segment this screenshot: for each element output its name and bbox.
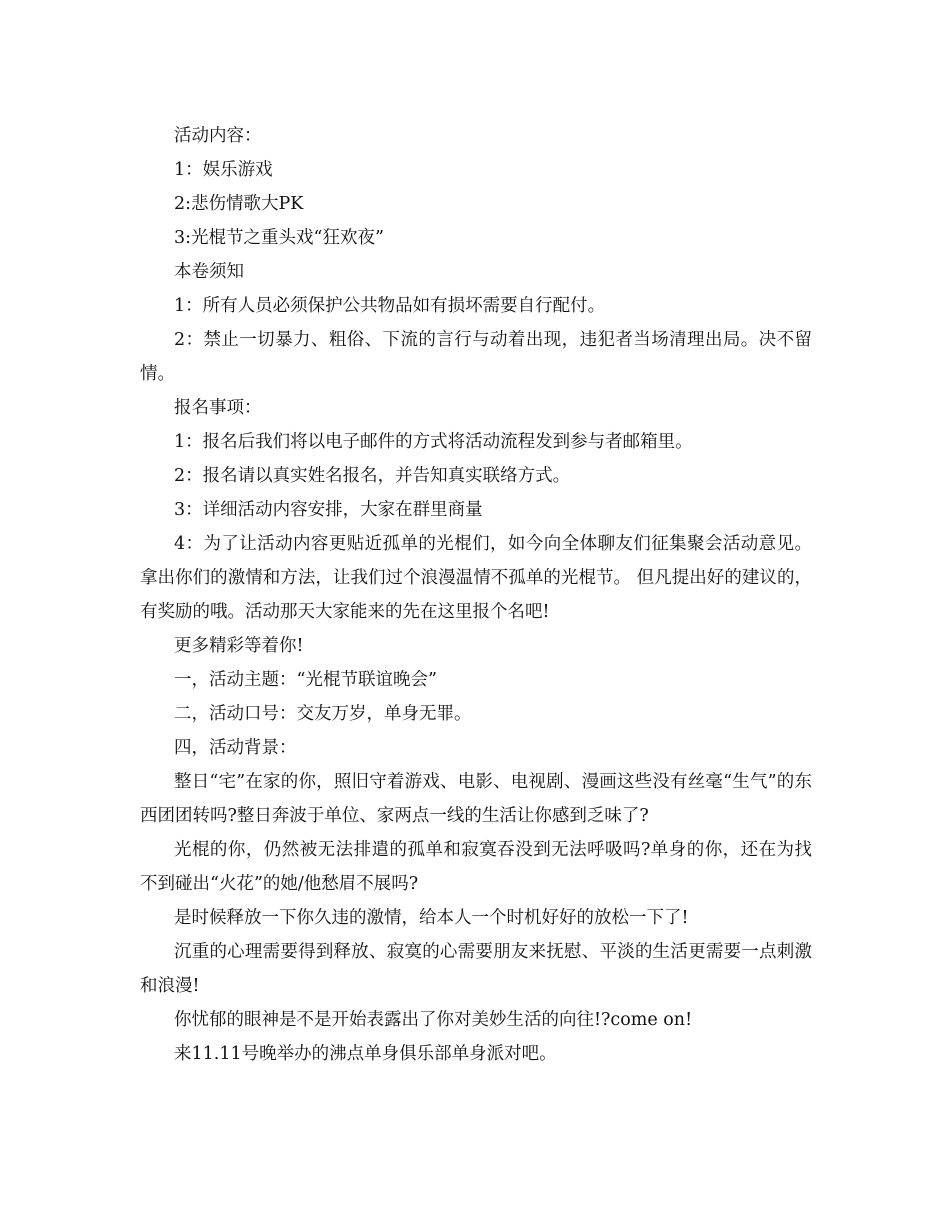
paragraph-activity-item-1: 1：娱乐游戏: [174, 160, 273, 180]
paragraph-slogan: 二，活动口号：交友万岁，单身无罪。: [174, 704, 472, 724]
paragraph-background-5: 你忧郁的眼神是不是开始表露出了你对美妙生活的向往!?come on!: [174, 1010, 693, 1030]
paragraph-registration-item-2: 2：报名请以真实姓名报名，并告知真实联络方式。: [174, 466, 571, 486]
paragraph-background-heading: 四，活动背景：: [174, 738, 297, 758]
paragraph-theme: 一，活动主题：“光棍节联谊晚会”: [174, 670, 437, 690]
paragraph-background-3: 是时候释放一下你久违的激情，给本人一个时机好好的放松一下了!: [174, 908, 689, 928]
paragraph-registration-heading: 报名事项：: [174, 398, 262, 418]
paragraph-registration-item-3: 3：详细活动内容安排，大家在群里商量: [174, 500, 483, 520]
paragraph-background-1: 整日“宅”在家的你，照旧守着游戏、电影、电视剧、漫画这些没有丝毫“生气”的东西团团转吗?整日奔波于单位、家两点一线的生活让你感到乏味了?: [140, 772, 812, 826]
paragraph-registration-item-1: 1：报名后我们将以电子邮件的方式将活动流程发到参与者邮箱里。: [174, 432, 693, 452]
paragraph-activity-item-3: 3:光棍节之重头戏“狂欢夜”: [174, 228, 384, 248]
paragraph-background-4: 沉重的心理需要得到释放、寂寞的心需要朋友来抚慰、平淡的生活更需要一点刺激和浪漫!: [140, 942, 812, 996]
paragraph-notice-item-2: 2：禁止一切暴力、粗俗、下流的言行与动着出现，违犯者当场清理出局。决不留情。: [140, 330, 812, 384]
paragraph-background-2: 光棍的你，仍然被无法排遣的孤单和寂寞吞没到无法呼吸吗?单身的你，还在为找不到碰出“火花”的她/他愁眉不展吗?: [140, 840, 812, 894]
paragraph-activity-item-2: 2:悲伤情歌大PK: [174, 194, 304, 214]
paragraph-invitation: 来11.11号晚举办的沸点单身俱乐部单身派对吧。: [174, 1044, 557, 1064]
paragraph-registration-item-4: 4：为了让活动内容更贴近孤单的光棍们，如今向全体聊友们征集聚会活动意见。 拿出你们的激情和方法，让我们过个浪漫温情不孤单的光棍节。 但凡提出好的建议的，有奖励的哦。活动那天大家能来的先在这里报个名吧!: [140, 534, 812, 622]
paragraph-more-excitement: 更多精彩等着你!: [174, 636, 304, 656]
paragraph-activity-content-heading: 活动内容：: [174, 126, 262, 146]
document-body: [140, 119, 812, 1071]
paragraph-notice-item-1: 1：所有人员必须保护公共物品如有损坏需要自行配付。: [174, 296, 606, 316]
paragraph-notice-heading: 本卷须知: [174, 262, 244, 282]
